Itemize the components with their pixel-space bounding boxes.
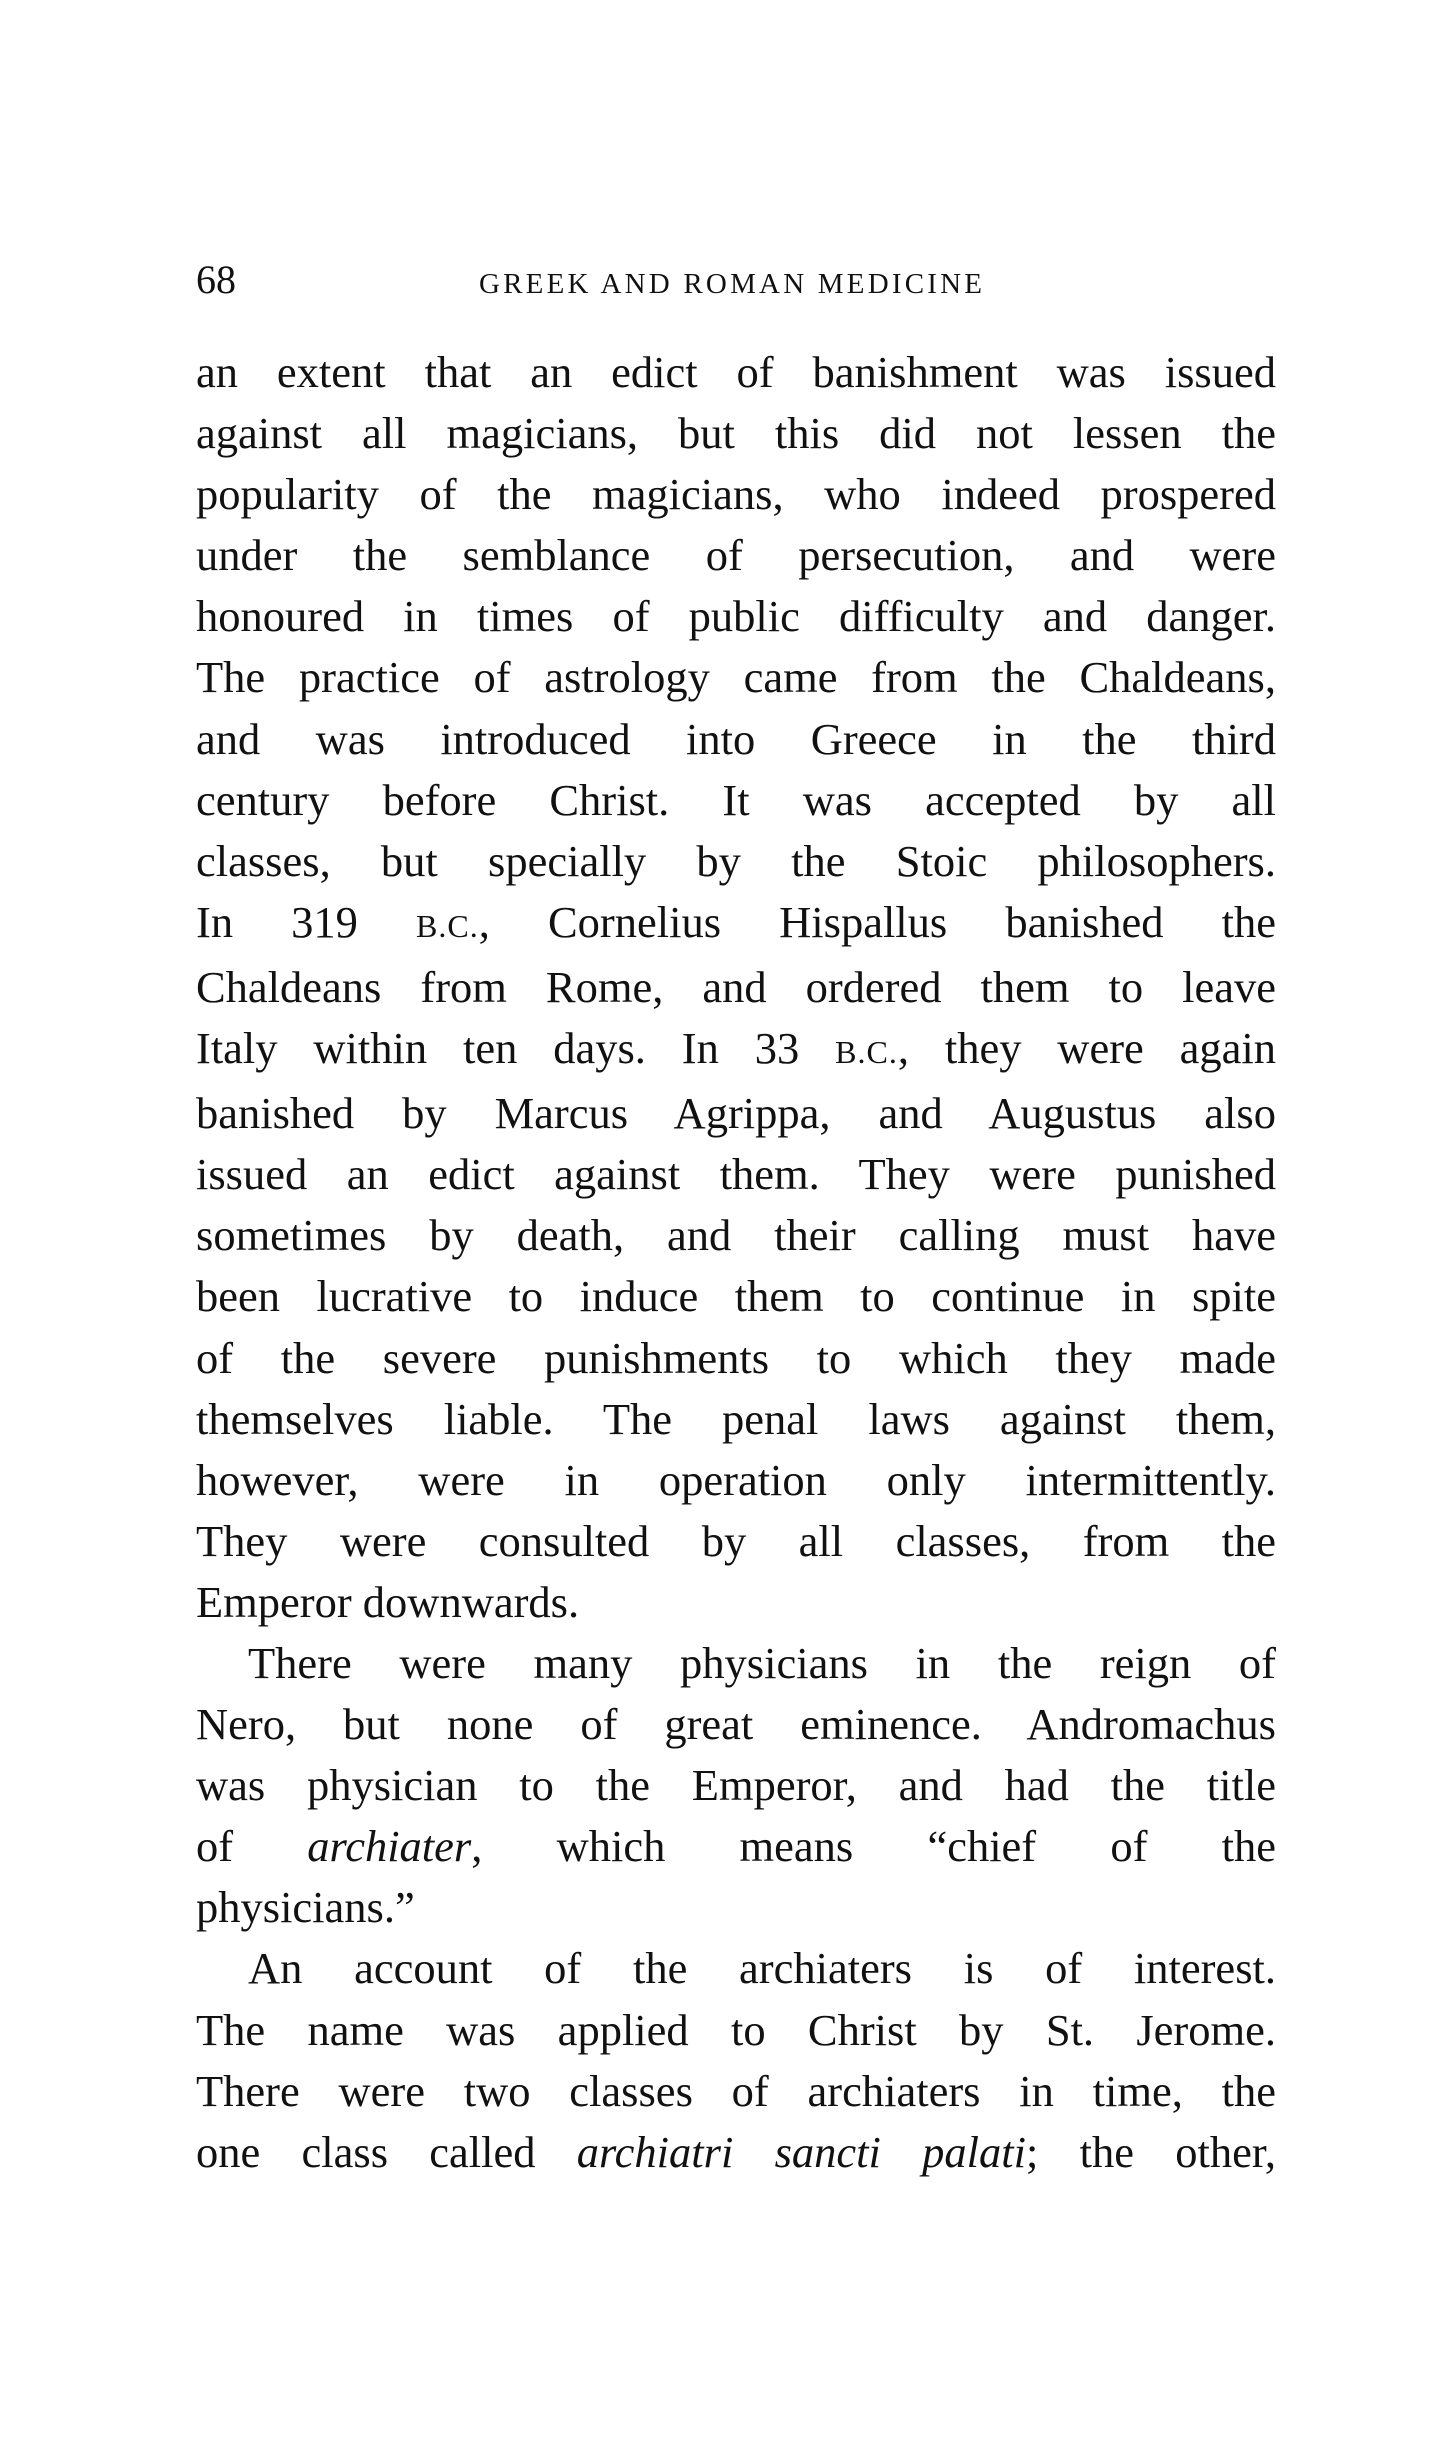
text-line bbox=[196, 1816, 1276, 1877]
text-line: under the semblance of persecution, and were bbox=[196, 530, 1276, 581]
text-line: of the severe punishments to which they made bbox=[196, 1332, 1276, 1383]
text-fragment: of bbox=[196, 1821, 308, 1872]
text-line: The practice of astrology came from the Chaldeans, bbox=[196, 652, 1276, 703]
text-line: There were many physicians in the reign of bbox=[248, 1637, 1276, 1688]
text-line: They were consulted by all classes, from the bbox=[196, 1515, 1276, 1566]
paragraph bbox=[196, 892, 1276, 1633]
paragraph bbox=[196, 342, 1276, 892]
page-header bbox=[196, 255, 1276, 305]
text-fragment: , Cornelius Hispallus banished the bbox=[478, 896, 1276, 947]
text-fragment: one class called bbox=[196, 2126, 577, 2177]
text-line bbox=[196, 2122, 1276, 2183]
text-line: been lucrative to induce them to continue in spite bbox=[196, 1271, 1276, 1322]
page-number: 68 bbox=[196, 257, 236, 302]
running-head: GREEK AND ROMAN MEDICINE bbox=[479, 268, 986, 300]
text-line: An account of the archiaters is of interest. bbox=[248, 1943, 1276, 1994]
text-fragment: ; the other, bbox=[1025, 2126, 1276, 2177]
body-text bbox=[196, 342, 1276, 2183]
italic-term: archiatri sancti palati bbox=[576, 2126, 1026, 2177]
text-fragment: , which means “chief of the bbox=[471, 1821, 1276, 1872]
text-line: themselves liable. The penal laws against them, bbox=[196, 1393, 1276, 1444]
text-line: Chaldeans from Rome, and ordered them to leave bbox=[196, 961, 1276, 1012]
small-caps-abbreviation: B.C. bbox=[835, 1034, 898, 1071]
text-line: against all magicians, but this did not lessen the bbox=[196, 408, 1276, 459]
text-line: century before Christ. It was accepted by all bbox=[196, 774, 1276, 825]
text-line: banished by Marcus Agrippa, and Augustus also bbox=[196, 1088, 1276, 1139]
italic-term: archiater bbox=[307, 1821, 472, 1872]
text-line: however, were in operation only intermittently. bbox=[196, 1454, 1276, 1505]
text-line: sometimes by death, and their calling must have bbox=[196, 1210, 1276, 1261]
paragraph bbox=[196, 1633, 1276, 1938]
text-line: honoured in times of public difficulty and danger. bbox=[196, 591, 1276, 642]
paragraph bbox=[196, 1938, 1276, 2182]
text-fragment: , they were again bbox=[897, 1023, 1276, 1074]
text-line: issued an edict against them. They were punished bbox=[196, 1149, 1276, 1200]
text-line: Emperor downwards. bbox=[196, 1576, 580, 1627]
text-line: was physician to the Emperor, and had the title bbox=[196, 1760, 1276, 1811]
text-line: and was introduced into Greece in the third bbox=[196, 713, 1276, 764]
text-line: physicians.” bbox=[196, 1882, 415, 1933]
text-line: classes, but specially by the Stoic philosophers. bbox=[196, 835, 1276, 886]
text-line: Nero, but none of great eminence. Andromachus bbox=[196, 1699, 1276, 1750]
text-fragment: Italy within ten days. In 33 bbox=[196, 1023, 836, 1074]
text-line: The name was applied to Christ by St. Jerome. bbox=[196, 2004, 1276, 2055]
text-line: There were two classes of archiaters in time, the bbox=[196, 2065, 1276, 2116]
text-line bbox=[196, 1018, 1276, 1083]
small-caps-abbreviation: B.C. bbox=[416, 907, 479, 944]
text-line: an extent that an edict of banishment was issued bbox=[196, 347, 1276, 397]
text-line bbox=[196, 892, 1276, 957]
text-fragment: In 319 bbox=[196, 896, 417, 947]
text-line: popularity of the magicians, who indeed prospered bbox=[196, 469, 1276, 520]
